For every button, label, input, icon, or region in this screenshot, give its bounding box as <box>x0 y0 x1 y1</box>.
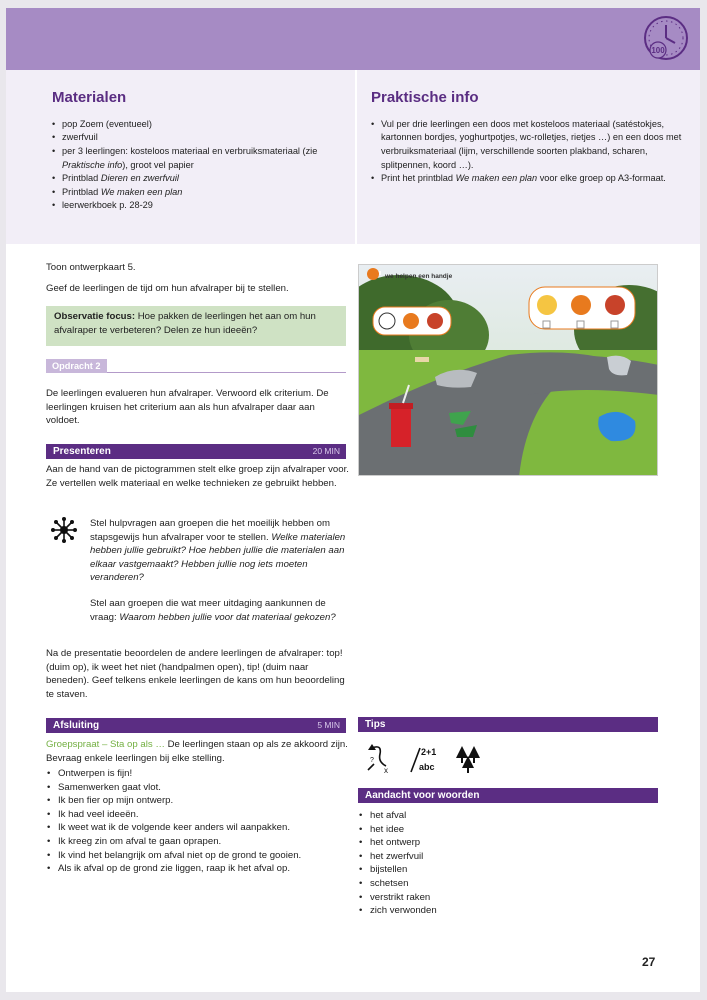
woorden-list <box>358 809 658 918</box>
presenteren-duration: 20 MIN <box>312 446 340 456</box>
list-item: • Vul per drie leerlingen een doos met kosteloos materiaal (satéstokjes, kartonnen bordjes, yoghurtpotjes, wc-rolletjes, rietjes …) en een doos met verbruiksmateriaal (lijm, verschillende soorten plakband, scharen, splitpennen, koord …). <box>371 118 686 172</box>
presenteren-bar <box>46 444 346 459</box>
list-item: • Samenwerken gaat vlot. <box>46 781 350 795</box>
logic-arrows-icon <box>366 742 392 774</box>
materialen-title: Materialen <box>52 89 127 106</box>
woorden-title: Aandacht voor woorden <box>365 790 480 801</box>
page <box>6 8 700 992</box>
intro-line-1: Toon ontwerpkaart 5. <box>46 262 136 273</box>
info-panel <box>6 70 700 244</box>
presenteren-text-2: Stel hulpvragen aan groepen die het moeilijk hebben om stapsgewijs hun afvalraper voor te stellen. Welke materialen hebben jullie gebruikt? Hoe hebben jullie die materialen aan elkaar vastgemaakt? Hebben jullie nog iets moeten veranderen? <box>90 518 346 584</box>
praktische-info-section <box>357 70 700 244</box>
list-item: • per 3 leerlingen: kosteloos materiaal en verbruiksmateriaal (zie Praktische info), groot vel papier <box>52 145 341 172</box>
illustration-caption: we helpen een handje <box>385 273 453 280</box>
list-item: • zich verwonden <box>358 904 658 918</box>
praktische-info-list <box>371 118 686 186</box>
tips-title: Tips <box>365 719 386 730</box>
top-banner <box>6 8 700 70</box>
woorden-bar <box>358 788 658 803</box>
observatie-text: Hoe pakken de leerlingen het aan om hun afvalraper te verbeteren? Delen ze hun ideeën? <box>54 311 316 336</box>
materialen-section <box>6 70 357 244</box>
afsluiting-bar <box>46 718 346 733</box>
intro-line-2: Geef de leerlingen de tijd om hun afvalraper bij te stellen. <box>46 283 289 294</box>
park-litter-illustration <box>358 264 658 476</box>
math-language-icon <box>408 742 440 774</box>
list-item: • zwerfvuil <box>52 131 341 145</box>
materialen-list <box>52 118 341 213</box>
forest-trees-icon <box>454 742 482 774</box>
math-icon-top: 2+1 <box>421 747 437 757</box>
presenteren-text-1: Aan de hand van de pictogrammen stelt elke groep zijn afvalraper voor. Ze vertellen welk materiaal en welke technieken ze gebruikt hebben. <box>46 464 349 489</box>
list-item: • Ik ben fier op mijn ontwerp. <box>46 794 350 808</box>
list-item: • Ontwerpen is fijn! <box>46 767 350 781</box>
list-item: • verstrikt raken <box>358 891 658 905</box>
svg-text:x: x <box>384 766 388 774</box>
list-item: • Ik kreeg zin om afval te gaan oprapen. <box>46 835 350 849</box>
page-number: 27 <box>642 955 656 969</box>
tips-bar <box>358 717 658 732</box>
list-item: • leerwerkboek p. 28-29 <box>52 199 341 213</box>
observatie-label: Observatie focus: <box>54 311 136 322</box>
opdracht-text: De leerlingen evalueren hun afvalraper. Verwoord elk criterium. De leerlingen kruisen het criterium aan als hun afvalraper daar aan voldoet. <box>46 388 329 427</box>
tool-cards-large <box>529 287 635 329</box>
list-item: • het afval <box>358 809 658 823</box>
clock-number: 100 <box>651 46 665 55</box>
afsluiting-statements <box>46 767 350 876</box>
opdracht-header <box>46 359 346 373</box>
presenteren-text-3: Stel aan groepen die wat meer uitdaging aankunnen de vraag: Waarom hebben jullie voor dat materiaal gekozen? <box>90 598 336 623</box>
list-item: • het zwerfvuil <box>358 850 658 864</box>
afsluiting-intro: Groepspraat – Sta op als … De leerlingen staan op als ze akkoord zijn. Bevraag enkele leerlingen bij elke stelling. <box>46 739 348 764</box>
observatie-focus-box <box>46 306 346 346</box>
afsluiting-duration: 5 MIN <box>317 720 340 730</box>
network-icon <box>50 516 78 544</box>
list-item: • Als ik afval op de grond zie liggen, raap ik het afval op. <box>46 862 350 876</box>
list-item: • Ik vind het belangrijk om afval niet op de grond te gooien. <box>46 849 350 863</box>
list-item: • het idee <box>358 823 658 837</box>
list-item: • Ik had veel ideeën. <box>46 808 350 822</box>
opdracht-label: Opdracht 2 <box>46 359 107 373</box>
praktische-info-title: Praktische info <box>371 89 479 106</box>
math-icon-bottom: abc <box>419 762 435 772</box>
presenteren-title: Presenteren <box>53 446 111 457</box>
clock-100-icon <box>642 14 690 62</box>
list-item: • pop Zoem (eventueel) <box>52 118 341 132</box>
list-item: • bijstellen <box>358 863 658 877</box>
list-item: • Print het printblad We maken een plan voor elke groep op A3-formaat. <box>371 172 686 186</box>
list-item: • schetsen <box>358 877 658 891</box>
afsluiting-title: Afsluiting <box>53 720 100 731</box>
presenteren-text-4: Na de presentatie beoordelen de andere leerlingen de afvalraper: top! (duim op), ik weet het niet (handpalmen open), tip! (duim naar beneden). Geef telkens enkele leerlingen de kans om hun beoordeling te staven. <box>46 648 345 700</box>
tool-cards-small <box>373 307 451 335</box>
list-item: • Printblad We maken een plan <box>52 186 341 200</box>
list-item: • Printblad Dieren en zwerfvuil <box>52 172 341 186</box>
list-item: • het ontwerp <box>358 836 658 850</box>
list-item: • Ik weet wat ik de volgende keer anders wil aanpakken. <box>46 821 350 835</box>
svg-text:?: ? <box>370 757 374 764</box>
